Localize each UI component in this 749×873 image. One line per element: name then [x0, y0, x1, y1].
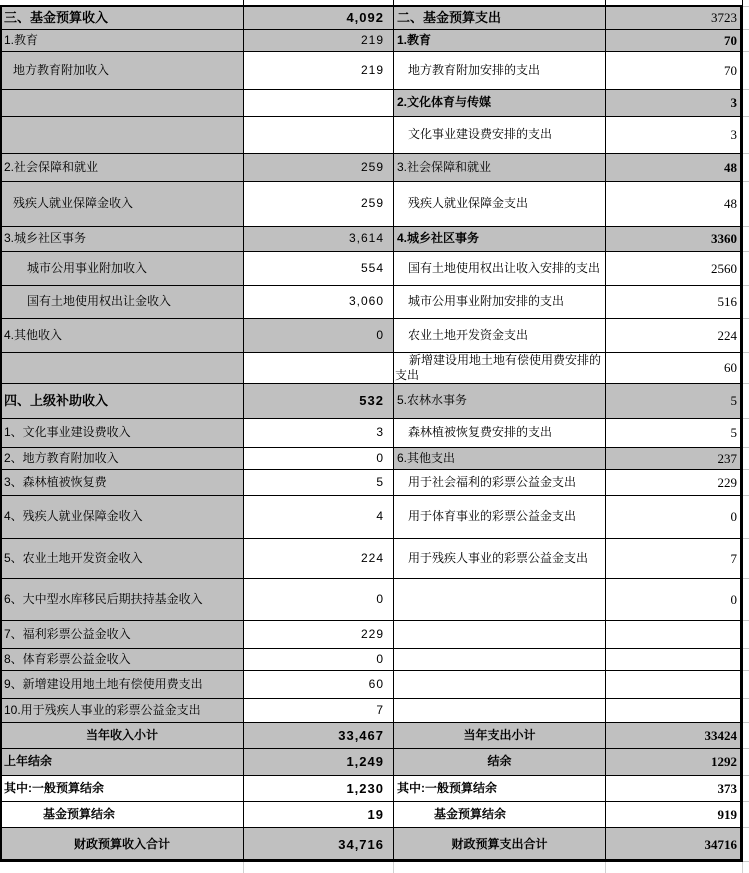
table-row: [1, 418, 749, 447]
table-row: [1, 181, 749, 226]
grid-strip-cell: [743, 861, 749, 873]
expense-value-cell[interactable]: 0: [606, 578, 743, 620]
table-row: [1, 447, 749, 469]
revenue-label-cell[interactable]: 地方教育附加收入: [1, 51, 244, 89]
expense-value-cell[interactable]: [606, 648, 743, 670]
table-row: [1, 226, 749, 251]
grid-strip-cell: [743, 116, 749, 153]
grid-strip-cell: [743, 670, 749, 698]
revenue-label-cell[interactable]: 6、大中型水库移民后期扶持基金收入: [1, 578, 244, 620]
revenue-value-cell[interactable]: 1,230: [244, 775, 394, 801]
revenue-value-cell[interactable]: 0: [244, 447, 394, 469]
expense-value-cell[interactable]: 919: [606, 801, 743, 827]
table-row: [1, 29, 749, 51]
table-row: [1, 801, 749, 827]
revenue-label-cell[interactable]: 5、农业土地开发资金收入: [1, 538, 244, 578]
expense-value-cell[interactable]: 373: [606, 775, 743, 801]
grid-strip-cell: [743, 469, 749, 495]
expense-label-cell[interactable]: [394, 698, 606, 722]
grid-strip-cell: [743, 29, 749, 51]
table-row: [1, 116, 749, 153]
expense-label-cell[interactable]: 6.其他支出: [394, 447, 606, 469]
expense-label-cell[interactable]: 用于社会福利的彩票公益金支出: [394, 469, 606, 495]
revenue-value-cell[interactable]: 229: [244, 620, 394, 648]
table-row: [1, 578, 749, 620]
revenue-value-cell[interactable]: 1,249: [244, 748, 394, 775]
revenue-label-cell[interactable]: 城市公用事业附加收入: [1, 251, 244, 285]
revenue-label-cell[interactable]: 8、体育彩票公益金收入: [1, 648, 244, 670]
expense-value-cell[interactable]: [606, 698, 743, 722]
table-row: [1, 775, 749, 801]
expense-value-cell[interactable]: 516: [606, 285, 743, 318]
grid-strip-cell: [743, 153, 749, 181]
expense-value-cell[interactable]: 48: [606, 153, 743, 181]
table-row: [1, 620, 749, 648]
grid-strip-cell: [743, 698, 749, 722]
revenue-label-cell[interactable]: 3、森林植被恢复费: [1, 469, 244, 495]
expense-value-cell[interactable]: 70: [606, 29, 743, 51]
grid-strip-cell: [743, 51, 749, 89]
revenue-label-cell[interactable]: 2.社会保障和就业: [1, 153, 244, 181]
grid-strip-cell: [743, 827, 749, 861]
grid-strip-cell: [743, 181, 749, 226]
expense-label-cell[interactable]: 结余: [394, 748, 606, 775]
expense-value-cell[interactable]: 3723: [606, 6, 743, 29]
table-row: [1, 648, 749, 670]
revenue-value-cell[interactable]: [244, 89, 394, 116]
grid-strip-cell: [743, 89, 749, 116]
table-row: [1, 748, 749, 775]
expense-value-cell[interactable]: 0: [606, 495, 743, 538]
revenue-value-cell[interactable]: 4: [244, 495, 394, 538]
revenue-value-cell[interactable]: 259: [244, 181, 394, 226]
revenue-label-cell[interactable]: 残疾人就业保障金收入: [1, 181, 244, 226]
expense-label-cell[interactable]: [394, 620, 606, 648]
table-row: [1, 722, 749, 748]
revenue-value-cell[interactable]: 0: [244, 648, 394, 670]
grid-strip-cell: [743, 775, 749, 801]
revenue-label-cell[interactable]: [1, 352, 244, 383]
revenue-value-cell[interactable]: 219: [244, 51, 394, 89]
revenue-value-cell[interactable]: 532: [244, 383, 394, 418]
table-row: [1, 495, 749, 538]
partial-row-bottom: [1, 861, 749, 873]
revenue-label-cell[interactable]: 财政预算收入合计: [1, 827, 244, 861]
revenue-label-cell[interactable]: 三、基金预算收入: [1, 6, 244, 29]
table-row: [1, 6, 749, 29]
table-row: [1, 352, 749, 383]
grid-strip-cell: [743, 748, 749, 775]
revenue-value-cell[interactable]: 33,467: [244, 722, 394, 748]
grid-strip-cell: [743, 648, 749, 670]
revenue-label-cell[interactable]: 2、地方教育附加收入: [1, 447, 244, 469]
expense-value-cell[interactable]: 237: [606, 447, 743, 469]
expense-label-cell[interactable]: [394, 578, 606, 620]
table-row: [1, 469, 749, 495]
grid-strip-cell: [743, 620, 749, 648]
revenue-value-cell[interactable]: 219: [244, 29, 394, 51]
revenue-value-cell[interactable]: 3,614: [244, 226, 394, 251]
partial-cell[interactable]: [606, 861, 743, 873]
revenue-label-cell[interactable]: 3.城乡社区事务: [1, 226, 244, 251]
expense-label-cell[interactable]: 其中:一般预算结余: [394, 775, 606, 801]
table-row: [1, 698, 749, 722]
expense-label-cell[interactable]: 地方教育附加安排的支出: [394, 51, 606, 89]
revenue-value-cell[interactable]: 19: [244, 801, 394, 827]
revenue-label-cell[interactable]: 4、残疾人就业保障金收入: [1, 495, 244, 538]
expense-value-cell[interactable]: 2560: [606, 251, 743, 285]
expense-value-cell[interactable]: 3: [606, 89, 743, 116]
expense-value-cell[interactable]: 34716: [606, 827, 743, 861]
grid-strip-cell: [743, 285, 749, 318]
revenue-value-cell[interactable]: 5: [244, 469, 394, 495]
expense-label-cell[interactable]: 文化事业建设费安排的支出: [394, 116, 606, 153]
expense-value-cell[interactable]: 33424: [606, 722, 743, 748]
revenue-value-cell[interactable]: 3,060: [244, 285, 394, 318]
revenue-value-cell[interactable]: 4,092: [244, 6, 394, 29]
revenue-value-cell[interactable]: [244, 116, 394, 153]
expense-value-cell[interactable]: 3360: [606, 226, 743, 251]
table-row: [1, 538, 749, 578]
grid-strip-cell: [743, 6, 749, 29]
expense-label-cell[interactable]: 残疾人就业保障金支出: [394, 181, 606, 226]
expense-label-cell[interactable]: 当年支出小计: [394, 722, 606, 748]
revenue-value-cell[interactable]: 554: [244, 251, 394, 285]
expense-label-cell[interactable]: 二、基金预算支出: [394, 6, 606, 29]
grid-strip-cell: [743, 418, 749, 447]
expense-value-cell[interactable]: [606, 670, 743, 698]
revenue-value-cell[interactable]: 7: [244, 698, 394, 722]
revenue-label-cell[interactable]: 四、上级补助收入: [1, 383, 244, 418]
revenue-value-cell[interactable]: 60: [244, 670, 394, 698]
partial-cell[interactable]: [244, 861, 394, 873]
grid-strip-cell: [743, 251, 749, 285]
table-row: [1, 285, 749, 318]
grid-strip-cell: [743, 578, 749, 620]
expense-label-cell[interactable]: 5.农林水事务: [394, 383, 606, 418]
expense-label-cell[interactable]: 3.社会保障和就业: [394, 153, 606, 181]
expense-label-cell[interactable]: [394, 670, 606, 698]
expense-value-cell[interactable]: 224: [606, 318, 743, 352]
partial-cell[interactable]: [394, 861, 606, 873]
revenue-label-cell[interactable]: 4.其他收入: [1, 318, 244, 352]
grid-strip-cell: [743, 383, 749, 418]
grid-strip-cell: [743, 318, 749, 352]
table-row: [1, 51, 749, 89]
revenue-label-cell[interactable]: 上年结余: [1, 748, 244, 775]
expense-label-cell[interactable]: 农业土地开发资金支出: [394, 318, 606, 352]
expense-value-cell[interactable]: 70: [606, 51, 743, 89]
grid-strip-cell: [743, 722, 749, 748]
revenue-label-cell[interactable]: 1.教育: [1, 29, 244, 51]
revenue-value-cell[interactable]: 3: [244, 418, 394, 447]
revenue-label-cell[interactable]: 其中:一般预算结余: [1, 775, 244, 801]
expense-label-cell[interactable]: 基金预算结余: [394, 801, 606, 827]
revenue-label-cell[interactable]: 9、新增建设用地土地有偿使用费支出: [1, 670, 244, 698]
grid-strip-cell: [743, 495, 749, 538]
grid-strip-cell: [743, 801, 749, 827]
revenue-label-cell[interactable]: 当年收入小计: [1, 722, 244, 748]
expense-label-cell[interactable]: 森林植被恢复费安排的支出: [394, 418, 606, 447]
revenue-value-cell[interactable]: 259: [244, 153, 394, 181]
revenue-label-cell[interactable]: [1, 116, 244, 153]
expense-value-cell[interactable]: [606, 620, 743, 648]
revenue-value-cell[interactable]: 34,716: [244, 827, 394, 861]
expense-label-cell[interactable]: 1.教育: [394, 29, 606, 51]
expense-value-cell[interactable]: 229: [606, 469, 743, 495]
budget-table-body: [1, 0, 749, 873]
expense-value-cell[interactable]: 3: [606, 116, 743, 153]
expense-label-cell[interactable]: 财政预算支出合计: [394, 827, 606, 861]
expense-value-cell[interactable]: 60: [606, 352, 743, 383]
revenue-label-cell[interactable]: 10.用于残疾人事业的彩票公益金支出: [1, 698, 244, 722]
grid-strip-cell: [743, 447, 749, 469]
revenue-label-cell[interactable]: 基金预算结余: [1, 801, 244, 827]
expense-label-cell[interactable]: 用于体育事业的彩票公益金支出: [394, 495, 606, 538]
table-row: [1, 153, 749, 181]
expense-value-cell[interactable]: 5: [606, 418, 743, 447]
table-row: [1, 670, 749, 698]
expense-label-cell[interactable]: 新增建设用地土地有偿使用费安排的支出: [394, 352, 606, 383]
revenue-value-cell[interactable]: 0: [244, 578, 394, 620]
grid-strip-cell: [743, 352, 749, 383]
table-row: [1, 251, 749, 285]
grid-strip-cell: [743, 226, 749, 251]
table-row: [1, 383, 749, 418]
expense-label-cell[interactable]: 国有土地使用权出让收入安排的支出: [394, 251, 606, 285]
revenue-label-cell[interactable]: 1、文化事业建设费收入: [1, 418, 244, 447]
table-row: [1, 827, 749, 861]
table-row: [1, 89, 749, 116]
expense-label-cell[interactable]: 2.文化体育与传媒: [394, 89, 606, 116]
revenue-value-cell[interactable]: [244, 352, 394, 383]
revenue-value-cell[interactable]: 0: [244, 318, 394, 352]
revenue-label-cell[interactable]: 7、福利彩票公益金收入: [1, 620, 244, 648]
table-row: [1, 318, 749, 352]
expense-label-cell[interactable]: [394, 648, 606, 670]
revenue-label-cell[interactable]: 国有土地使用权出让金收入: [1, 285, 244, 318]
revenue-value-cell[interactable]: 224: [244, 538, 394, 578]
revenue-label-cell[interactable]: [1, 89, 244, 116]
expense-value-cell[interactable]: 7: [606, 538, 743, 578]
expense-label-cell[interactable]: 城市公用事业附加安排的支出: [394, 285, 606, 318]
expense-value-cell[interactable]: 48: [606, 181, 743, 226]
grid-strip-cell: [743, 538, 749, 578]
partial-cell[interactable]: [1, 861, 244, 873]
expense-value-cell[interactable]: 1292: [606, 748, 743, 775]
expense-value-cell[interactable]: 5: [606, 383, 743, 418]
expense-label-cell[interactable]: 用于残疾人事业的彩票公益金支出: [394, 538, 606, 578]
expense-label-cell[interactable]: 4.城乡社区事务: [394, 226, 606, 251]
